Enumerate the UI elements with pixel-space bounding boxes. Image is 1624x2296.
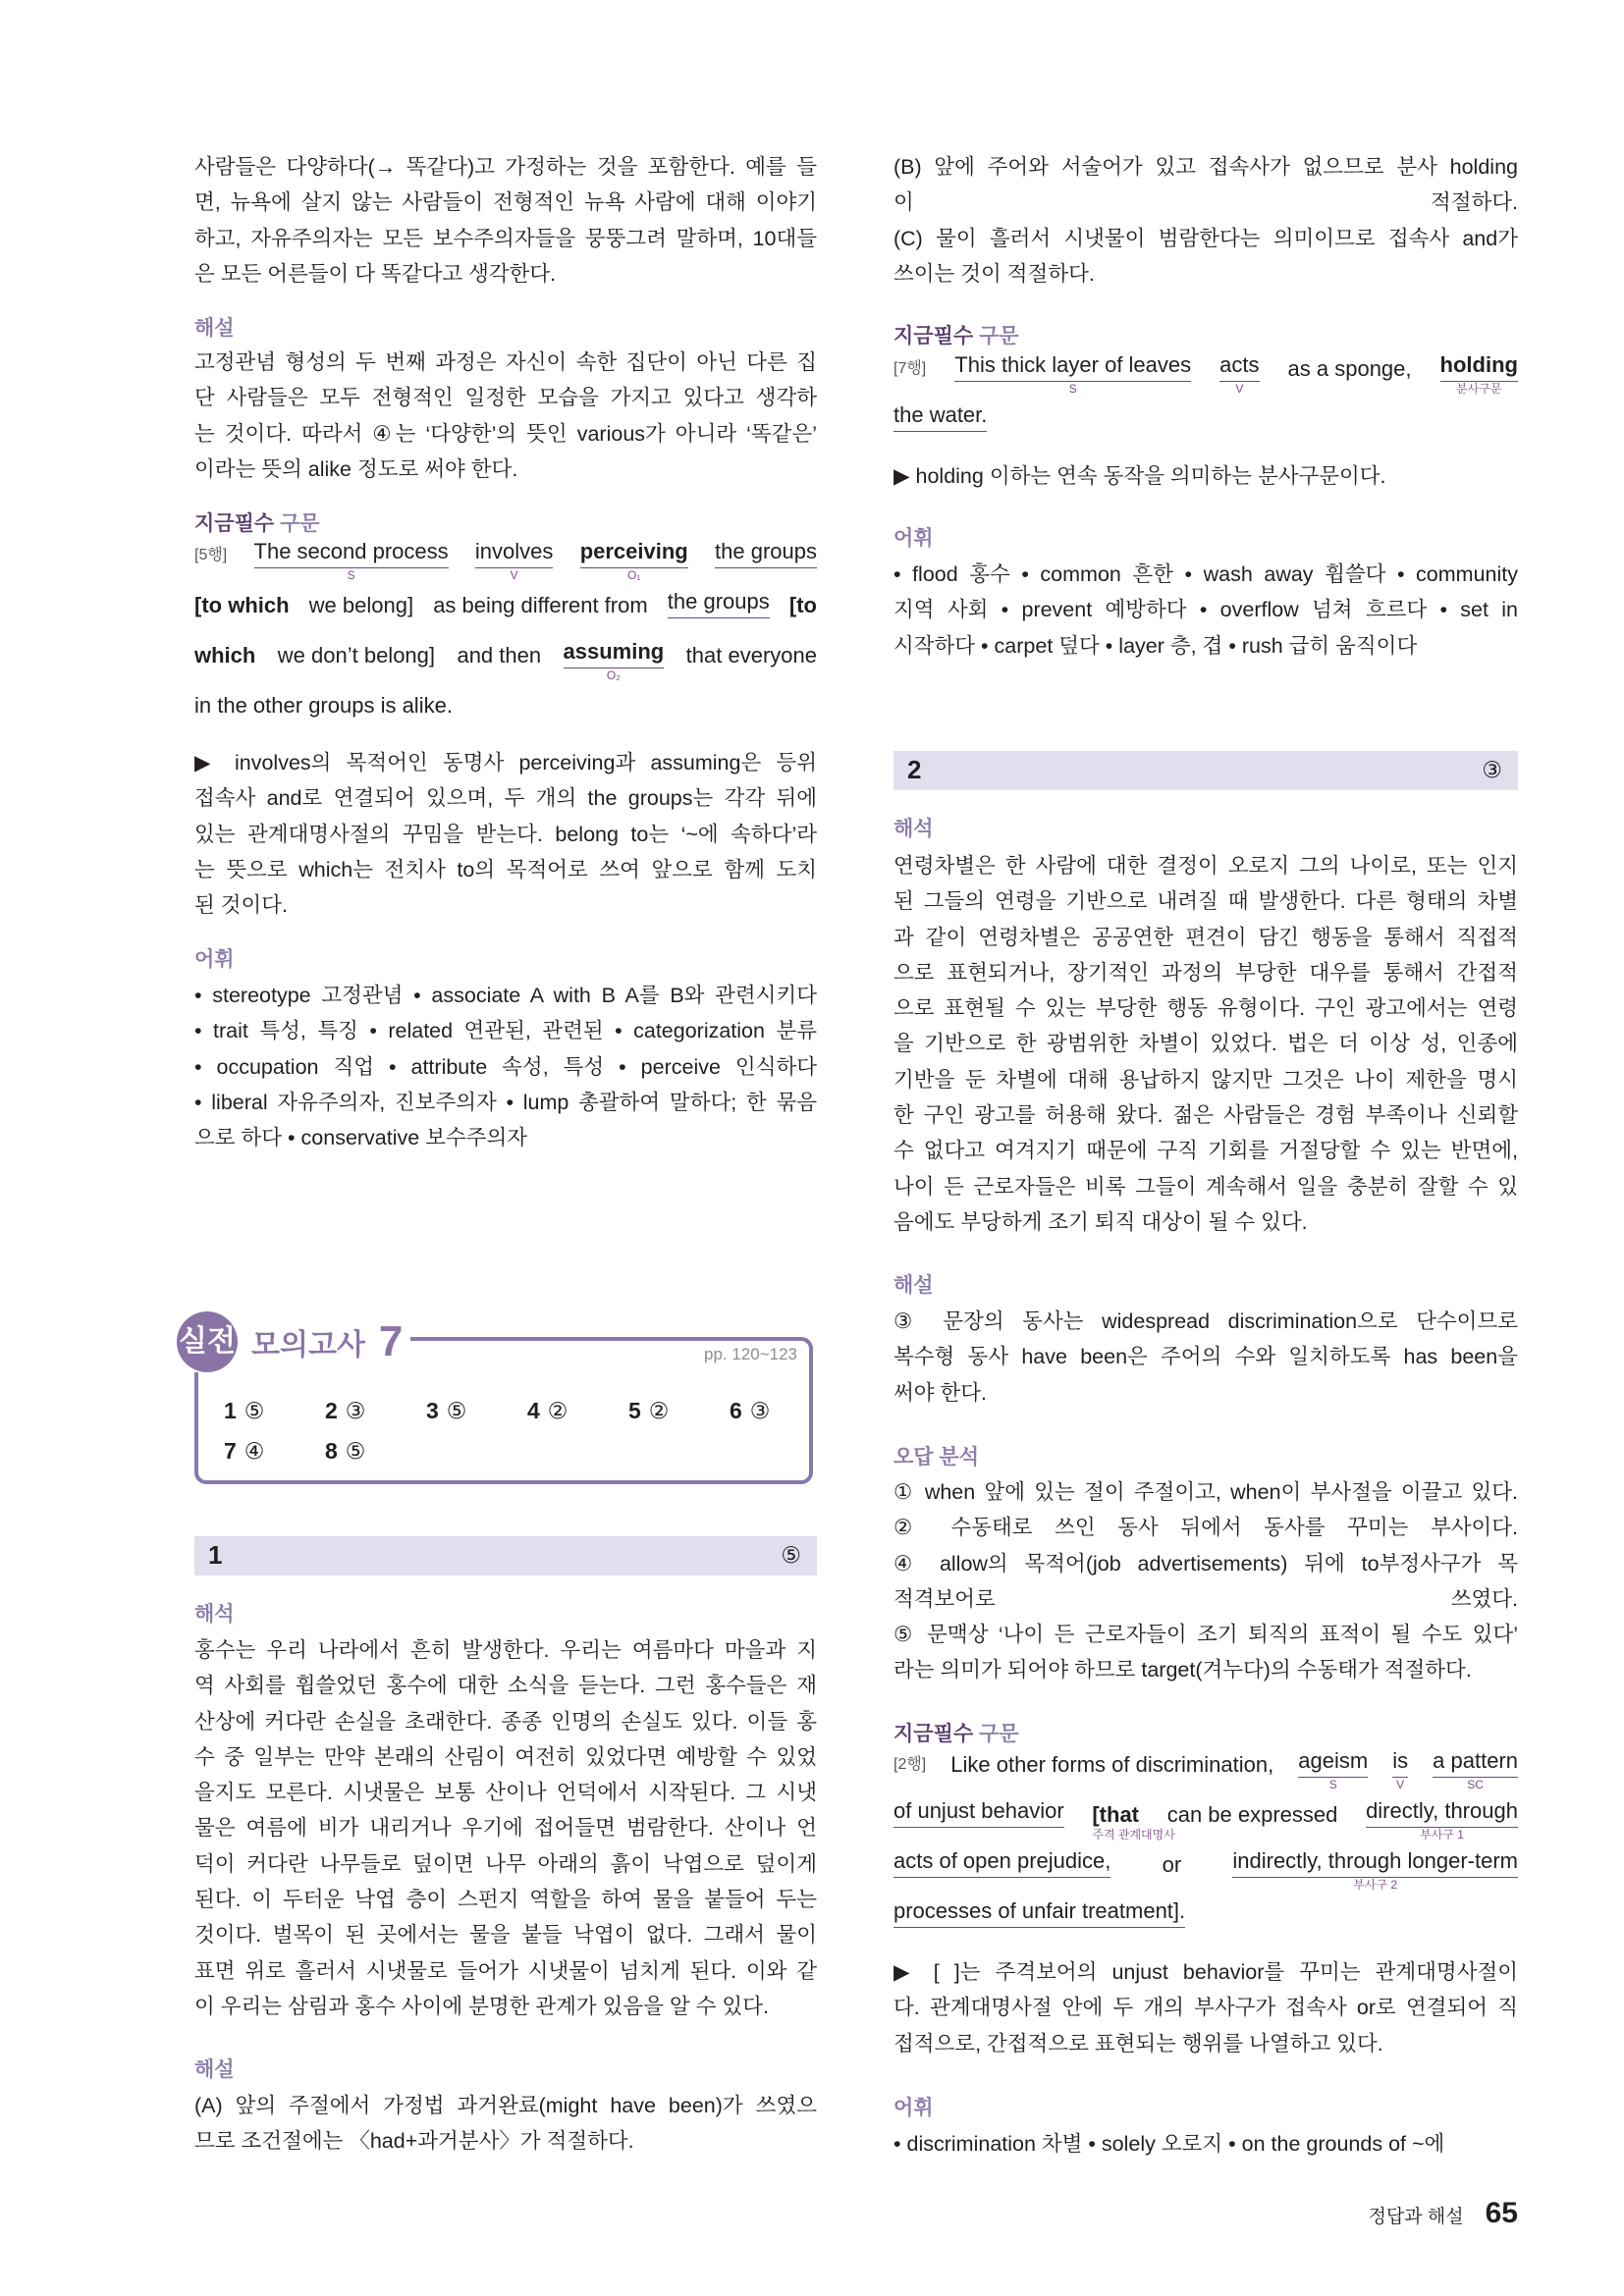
answer-item [325, 1398, 426, 1424]
answer-question-number: 3 [426, 1398, 439, 1423]
syntax-segment: involves V [475, 536, 553, 568]
text-line: 덕이 커다란 나무들로 덮이면 나무 아래의 흙이 낙엽으로 덮이게 [194, 1851, 817, 1876]
syntax-segment: the groups [668, 586, 770, 618]
answer-question-number: 6 [730, 1398, 742, 1423]
syntax-segment: perceiving O₁ [580, 536, 688, 568]
syntax-segment: we belong] [308, 593, 414, 617]
text-line: 복수형 동사 have been은 주어의 수와 일치하도록 has been을 [893, 1345, 1518, 1369]
vocab-list [893, 557, 1518, 664]
text-line: 나이 든 근로자들은 비록 그들이 계속해서 일을 충분히 잘할 수 있 [893, 1174, 1518, 1199]
syntax-sentence [893, 1745, 1518, 1946]
syntax-segment: in the other groups is alike. [194, 693, 453, 718]
answer-item [224, 1398, 325, 1424]
text-line: 이 적절하다. [893, 190, 1518, 215]
answer-choice: ⑤ [244, 1398, 265, 1423]
answer-grid [224, 1398, 831, 1465]
text-line: 홍수는 우리 나라에서 흔히 발생한다. 우리는 여름마다 마을과 지 [194, 1638, 817, 1662]
question-number: 1 [208, 1540, 223, 1570]
text-line: 표면 위로 흘러서 시냇물로 들어가 시냇물이 넘치게 된다. 이와 같 [194, 1958, 817, 1983]
mock-exam-title: 모의고사 [251, 1329, 365, 1362]
text-line: 고정관념 형성의 두 번째 과정은 자신이 속한 집단이 아닌 다른 집 [194, 350, 817, 374]
translation-paragraph [893, 848, 1518, 1240]
answer-summary-box [179, 1317, 813, 1484]
syntax-note [194, 745, 817, 923]
text-line: 있는 관계대명사절의 꾸밈을 받는다. belong to는 ‘~에 속하다’라 [194, 822, 817, 846]
grammar-label: V [510, 568, 518, 582]
text-line: • occupation 직업 • attribute 속성, 특성 • perceive 인식하다 [194, 1054, 817, 1079]
text-line: (C) 물이 흘러서 시냇물이 범람한다는 의미이므로 접속사 and가 [893, 226, 1518, 250]
grammar-label: S [1068, 382, 1077, 396]
footer-label: 정답과 해설 [1368, 2207, 1464, 2227]
vocab-list [893, 2126, 1518, 2162]
text-line: 므로 조건절에는 〈had+과거분사〉가 적절하다. [194, 2129, 634, 2154]
answer-item [527, 1398, 628, 1424]
vocab-heading: 어휘 [893, 2097, 934, 2119]
text-line: 다. 관계대명사절 안에 두 개의 부사구가 접속사 or로 연결되어 직 [893, 1996, 1518, 2020]
text-line: 음에도 부당하게 조기 퇴직 대상이 될 수 있다. [893, 1209, 1308, 1234]
answer-question-number: 8 [325, 1438, 338, 1464]
syntax-segment: [that 주격 관계대명사 [1092, 1802, 1175, 1842]
answer-choice: ④ [244, 1438, 265, 1464]
syntax-segment: This thick layer of leaves S [954, 349, 1191, 382]
syntax-segment: processes of unfair treatment]. [893, 1896, 1185, 1928]
syntax-heading-a: 지금필수 [194, 512, 275, 535]
syntax-sentence [893, 349, 1518, 450]
syntax-heading-a: 지금필수 [893, 325, 974, 347]
syntax-line [194, 686, 817, 736]
syntax-note [893, 1954, 1518, 2061]
text-line: ① when 앞에 있는 절이 주절이고, when이 부사절을 이끌고 있다. [893, 1480, 1518, 1504]
text-line: 한 구인 광고를 허용해 왔다. 젊은 사람들은 경험 부족이나 신뢰할 [893, 1103, 1518, 1128]
commentary-paragraph [194, 345, 817, 487]
syntax-segment: as a sponge, [1287, 356, 1412, 381]
syntax-segment: indirectly, through longer-term 부사구 2 [1232, 1845, 1518, 1878]
syntax-segment: a pattern SC [1433, 1745, 1518, 1778]
text-line: 수 중 일부는 만약 본래의 산림이 여전히 있었다면 예방할 수 있었 [194, 1744, 817, 1769]
syntax-line [893, 1896, 1518, 1946]
answer-question-number: 4 [527, 1398, 540, 1423]
text-line: (B) 앞에 주어와 서술어가 있고 접속사가 없으므로 분사 holding [893, 155, 1518, 179]
text-line: • stereotype 고정관념 • associate A with B A를 B와 관련시키다 [194, 984, 817, 1007]
syntax-heading-b: 구문 [979, 1723, 1019, 1745]
answer-box-title [177, 1311, 410, 1372]
vocab-heading: 어휘 [893, 527, 934, 550]
line-reference: [2행] [893, 1756, 927, 1773]
text-line: ▶ involves의 목적어인 동명사 perceiving과 assuming은 등위 [194, 751, 817, 774]
answer-choice: ② [648, 1398, 670, 1423]
wrong-answer-analysis [893, 1474, 1518, 1688]
grammar-label: 부사구 2 [1353, 1878, 1398, 1892]
syntax-segment: Like other forms of discrimination, [950, 1752, 1274, 1777]
commentary-heading: 해설 [893, 1274, 934, 1297]
question-2-bar [893, 751, 1518, 790]
text-line: 지역 사회 • prevent 예방하다 • overflow 넘쳐 흐르다 • set in [893, 598, 1518, 622]
text-line: 된 그들의 연령을 기반으로 내려질 때 발생한다. 다른 형태의 차별 [893, 889, 1518, 914]
answer-item [730, 1398, 831, 1424]
syntax-note [893, 458, 1518, 494]
text-line: ③ 문장의 동사는 widespread discrimination으로 단수이므로 [893, 1309, 1518, 1333]
text-line: 시작하다 • carpet 덮다 • layer 층, 겹 • rush 급히 움직이다 [893, 633, 1418, 658]
text-line: 하고, 자유주의자는 모든 보수주의자들을 뭉뚱그려 말하며, 10대들 [194, 226, 817, 250]
syntax-segment: ageism S [1298, 1745, 1368, 1778]
commentary-heading: 해설 [194, 317, 235, 340]
commentary-heading: 해설 [194, 2058, 235, 2081]
practice-badge: 실전 [177, 1311, 238, 1372]
text-line: ④ allow의 목적어(job advertisements) 뒤에 to부정사구가 목 [893, 1551, 1518, 1575]
translation-paragraph [194, 1632, 817, 2024]
answer-choice: ⑤ [446, 1398, 467, 1423]
syntax-heading-b: 구문 [979, 325, 1019, 347]
syntax-segment: as being different from [433, 593, 648, 617]
grammar-label: SC [1467, 1778, 1484, 1791]
answer-item [325, 1438, 426, 1465]
answer-question-number: 2 [325, 1398, 338, 1423]
syntax-segment: holding 분사구문 [1440, 349, 1518, 382]
text-line: 물은 여름에 비가 내리거나 우기에 접어들면 범람한다. 산이나 언 [194, 1816, 817, 1841]
grammar-label: O₁ [627, 568, 641, 582]
grammar-label: 주격 관계대명사 [1092, 1828, 1175, 1842]
text-line: 단 사람들은 모두 전형적인 일정한 모습을 가지고 있다고 생각하 [194, 386, 817, 410]
text-line: 는 것이다. 따라서 ④는 ‘다양한’의 뜻인 various가 아니라 ‘똑같은’ [194, 421, 817, 446]
grammar-label: O₂ [606, 668, 621, 682]
text-line: 수 없다고 여겨지기 때문에 구직 기회를 거절당할 수 있는 반면에, [893, 1139, 1518, 1163]
answer-choice: ③ [749, 1398, 771, 1423]
question-answer: ③ [1482, 757, 1502, 782]
text-line: (A) 앞의 주절에서 가정법 과거완료(might have been)가 쓰였으 [194, 2094, 817, 2117]
syntax-line [893, 349, 1518, 400]
text-line: • liberal 자유주의자, 진보주의자 • lump 총괄하여 말하다; 한 묶음 [194, 1090, 817, 1114]
syntax-segment: the water. [893, 400, 987, 432]
vocab-heading: 어휘 [194, 948, 235, 971]
answer-item [224, 1438, 325, 1465]
syntax-segment: of unjust behavior [893, 1795, 1064, 1828]
text-line: 적격보어로 쓰였다. [893, 1586, 1518, 1611]
vocab-list [194, 978, 817, 1155]
syntax-heading-b: 구문 [280, 512, 320, 535]
syntax-segment: The second process S [254, 536, 449, 568]
text-line: ▶ holding 이하는 연속 동작을 의미하는 분사구문이다. [893, 464, 1386, 488]
answer-question-number: 7 [224, 1438, 237, 1464]
grammar-label: 분사구문 [1456, 382, 1502, 396]
commentary-paragraph [893, 149, 1518, 292]
text-line: 사람들은 다양하다(→ 똑같다)고 가정하는 것을 포함한다. 예를 들 [194, 155, 817, 179]
syntax-segment: [to [788, 593, 817, 617]
text-line: 는 뜻으로 which는 전치사 to의 목적어로 쓰여 앞으로 함께 도치 [194, 857, 817, 881]
text-line: 기반을 둔 차별에 대해 용납하지 않지만 그것은 나이 제한을 명시 [893, 1067, 1518, 1092]
translation-heading: 해석 [893, 818, 934, 840]
text-line: 이 우리는 삼림과 홍수 사이에 분명한 관계가 있음을 알 수 있다. [194, 1994, 769, 2018]
text-line: 것이다. 벌목이 된 곳에서는 물을 붙들 낙엽이 없다. 그래서 물이 [194, 1923, 817, 1948]
text-line: 라는 의미가 되어야 하므로 target(겨누다)의 수동태가 적절하다. [893, 1658, 1472, 1682]
syntax-segment: that everyone [685, 643, 817, 667]
question-1-bar [194, 1536, 817, 1575]
syntax-segment: acts of open prejudice, [893, 1845, 1110, 1878]
intro-paragraph [194, 149, 817, 292]
syntax-line [194, 636, 817, 686]
answer-choice: ③ [345, 1398, 366, 1423]
question-answer: ⑤ [781, 1542, 801, 1568]
text-line: 된다. 이 두터운 낙엽 층이 스펀지 역할을 하여 물을 붙들어 두는 [194, 1888, 817, 1912]
wrong-answer-heading: 오답 분석 [893, 1446, 979, 1468]
text-line: 을 기반으로 한 광범위한 차별이 있었다. 법은 더 이상 성, 인종에 [893, 1032, 1518, 1056]
translation-heading: 해석 [194, 1603, 235, 1626]
grammar-label: V [1235, 382, 1244, 396]
syntax-line [893, 1795, 1518, 1845]
answer-question-number: 1 [224, 1398, 237, 1423]
text-line: 과 같이 연령차별은 공공연한 편견이 담긴 행동을 통해서 직접적 [893, 925, 1518, 949]
answer-item [628, 1398, 730, 1424]
syntax-line [893, 400, 1518, 450]
mock-exam-number: 7 [378, 1317, 404, 1365]
line-reference: [7행] [893, 360, 927, 377]
syntax-segment: which [194, 643, 256, 667]
text-line: 접적으로, 간접적으로 표현되는 행위를 나열하고 있다. [893, 2031, 1383, 2056]
text-line: 으로 표현되거나, 장기적인 과정의 부당한 대우를 통해서 간접적 [893, 960, 1518, 985]
syntax-segment: acts V [1219, 349, 1259, 382]
answer-choice: ⑤ [345, 1438, 366, 1464]
text-line: 접속사 and로 연결되어 있으며, 두 개의 the groups는 각각 뒤에 [194, 786, 817, 811]
text-line: ② 수동태로 쓰인 동사 뒤에서 동사를 꾸미는 부사이다. [893, 1516, 1518, 1540]
text-line: 역 사회를 휩쓸었던 홍수에 대한 소식을 듣는다. 그런 홍수들은 재 [194, 1674, 817, 1698]
syntax-line [194, 586, 817, 636]
syntax-sentence [194, 536, 817, 736]
page-range: pp. 120~123 [703, 1345, 797, 1363]
commentary-paragraph [893, 1304, 1518, 1411]
syntax-line [893, 1845, 1518, 1896]
answer-question-number: 5 [628, 1398, 641, 1423]
text-line: 은 모든 어른들이 다 똑같다고 생각한다. [194, 261, 557, 286]
text-line: 으로 하다 • conservative 보수주의자 [194, 1126, 528, 1150]
text-line: • flood 홍수 • common 흔한 • wash away 휩쓸다 • community [893, 562, 1518, 586]
syntax-segment: and then [457, 643, 542, 667]
grammar-label: S [347, 568, 355, 582]
syntax-segment: can be expressed [1166, 1802, 1338, 1827]
text-line: ⑤ 문맥상 ‘나이 든 근로자들이 조기 퇴직의 표적이 될 수도 있다’ [893, 1623, 1518, 1647]
text-line: 면, 뉴욕에 살지 않는 사람들이 전형적인 뉴욕 사람에 대해 이야기 [194, 190, 817, 215]
syntax-heading-a: 지금필수 [893, 1723, 974, 1745]
text-line: 산상에 커다란 손실을 초래한다. 종종 인명의 손실도 있다. 이들 홍 [194, 1709, 817, 1734]
text-line: 된 것이다. [194, 893, 289, 918]
text-line: 을지도 모른다. 시냇물은 보통 산이나 언덕에서 시작된다. 그 시냇 [194, 1781, 817, 1805]
line-reference: [5행] [194, 547, 228, 563]
text-line: 써야 한다. [893, 1380, 988, 1405]
page-number: 65 [1485, 2197, 1518, 2229]
text-line: 쓰이는 것이 적절하다. [893, 261, 1095, 286]
syntax-segment: or [1162, 1852, 1182, 1877]
syntax-line [194, 536, 817, 586]
syntax-segment: the groups [715, 536, 817, 568]
text-line: ▶ [ ]는 주격보어의 unjust behavior를 꾸미는 관계대명사절이 [893, 1960, 1518, 1984]
text-line: 연령차별은 한 사람에 대한 결정이 오로지 그의 나이로, 또는 인지 [893, 854, 1518, 878]
text-line: • discrimination 차별 • solely 오로지 • on the grounds of ~에 [893, 2132, 1445, 2156]
answer-item [426, 1398, 527, 1424]
text-line: 으로 표현될 수 있는 부당한 행동 유형이다. 구인 광고에서는 연령 [893, 996, 1518, 1021]
text-line: • trait 특성, 특징 • related 연관된, 관련된 • categorization 분류 [194, 1019, 817, 1043]
syntax-segment: we don’t belong] [277, 643, 436, 667]
commentary-paragraph [194, 2088, 817, 2160]
syntax-segment: directly, through 부사구 1 [1366, 1795, 1518, 1828]
grammar-label: S [1328, 1778, 1337, 1791]
text-line: 이라는 뜻의 alike 정도로 써야 한다. [194, 456, 518, 481]
page-footer [1369, 2197, 1518, 2230]
syntax-line [893, 1745, 1518, 1795]
syntax-segment: [to which [194, 593, 290, 617]
grammar-label: V [1396, 1778, 1405, 1791]
grammar-label: 부사구 1 [1420, 1828, 1464, 1842]
question-number: 2 [907, 755, 922, 784]
syntax-segment: is V [1392, 1745, 1408, 1778]
answer-choice: ② [547, 1398, 568, 1423]
syntax-segment: assuming O₂ [564, 636, 665, 668]
